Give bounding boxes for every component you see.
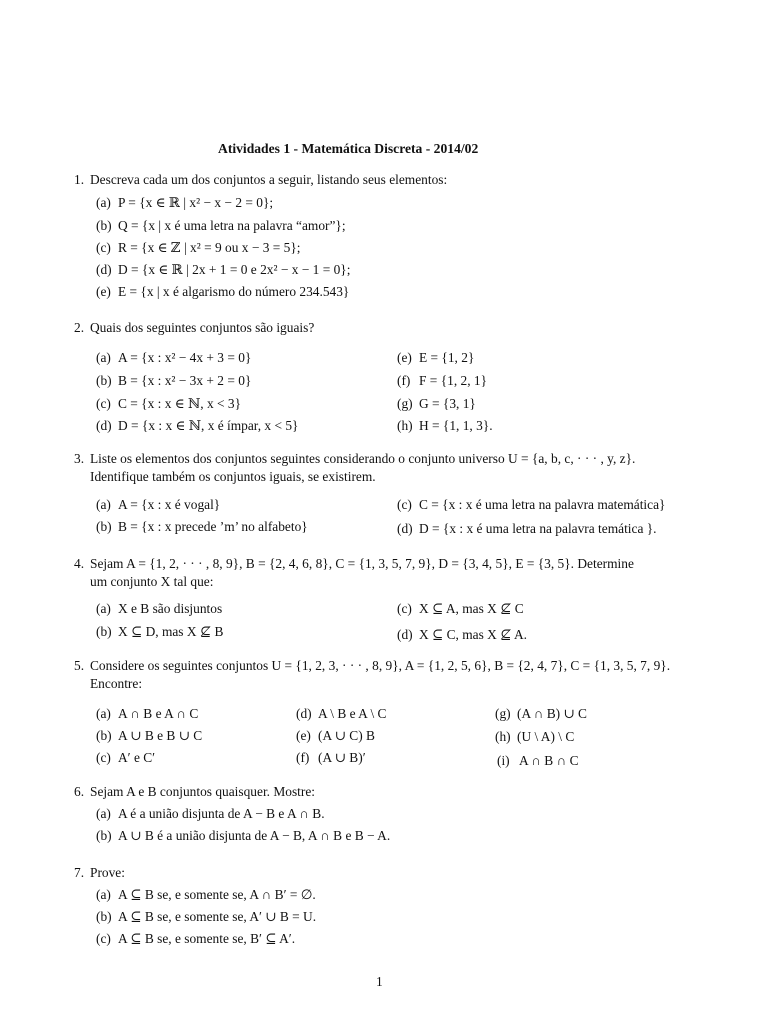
item-text: Q = {x | x é uma letra na palavra “amor”}; xyxy=(118,218,346,233)
list-item xyxy=(397,601,524,617)
item-label: (a) xyxy=(96,350,111,365)
item-text: R = {x ∈ ℤ | x² = 9 ou x − 3 = 5}; xyxy=(118,240,301,255)
question-number: 2. xyxy=(74,320,85,335)
item-text: P = {x ∈ ℝ | x² − x − 2 = 0}; xyxy=(118,195,274,210)
question-number: 3. xyxy=(74,451,85,466)
item-text: D = {x : x ∈ ℕ, x é ímpar, x < 5} xyxy=(118,418,299,433)
item-text: A ∩ B ∩ C xyxy=(519,753,579,768)
item-label: (h) xyxy=(397,418,413,433)
question-text: Descreva cada um dos conjuntos a seguir, listando seus elementos: xyxy=(90,172,448,187)
list-item xyxy=(397,418,493,434)
item-label: (a) xyxy=(96,706,111,721)
list-item xyxy=(397,521,657,537)
list-item xyxy=(96,396,241,412)
list-item xyxy=(96,624,223,640)
list-item xyxy=(96,284,349,300)
question-text: Sejam A e B conjuntos quaisquer. Mostre: xyxy=(90,784,316,799)
item-label: (d) xyxy=(397,627,413,642)
list-item xyxy=(96,887,316,903)
item-text: X ⊆ A, mas X ⊈ C xyxy=(419,601,524,616)
item-text: C = {x : x ∈ ℕ, x < 3} xyxy=(118,396,242,411)
list-item xyxy=(397,497,665,513)
item-text: C = {x : x é uma letra na palavra matemática} xyxy=(419,497,666,512)
item-text: X ⊆ C, mas X ⊈ A. xyxy=(419,627,527,642)
item-text: (A ∪ C) B xyxy=(318,728,375,743)
list-item xyxy=(96,497,220,513)
item-label: (c) xyxy=(397,497,412,512)
question-text: Prove: xyxy=(90,865,125,880)
item-text: B = {x : x precede ’m’ no alfabeto} xyxy=(118,519,308,534)
list-item xyxy=(397,396,476,412)
list-item xyxy=(397,627,527,643)
item-label: (e) xyxy=(397,350,412,365)
item-label: (e) xyxy=(296,728,311,743)
item-text: X e B são disjuntos xyxy=(118,601,223,616)
item-label: (a) xyxy=(96,601,111,616)
item-text: A ∪ B e B ∪ C xyxy=(118,728,203,743)
item-label: (d) xyxy=(96,262,112,277)
item-text: F = {1, 2, 1} xyxy=(419,373,488,388)
list-item xyxy=(96,418,299,434)
item-label: (b) xyxy=(96,519,112,534)
item-text: H = {1, 1, 3}. xyxy=(419,418,493,433)
item-label: (g) xyxy=(397,396,413,411)
list-item xyxy=(497,753,579,769)
item-label: (e) xyxy=(96,284,111,299)
list-item xyxy=(397,350,474,366)
item-text: A \ B e A \ C xyxy=(318,706,387,721)
item-text: D = {x : x é uma letra na palavra temática }. xyxy=(419,521,657,536)
item-text: B = {x : x² − 3x + 2 = 0} xyxy=(118,373,252,388)
item-text: D = {x ∈ ℝ | 2x + 1 = 0 e 2x² − x − 1 = 0}; xyxy=(118,262,351,277)
item-label: (b) xyxy=(96,728,112,743)
question-number: 5. xyxy=(74,658,85,673)
list-item xyxy=(495,729,574,745)
item-text: A é a união disjunta de A − B e A ∩ B. xyxy=(118,806,325,821)
item-label: (c) xyxy=(96,240,111,255)
list-item xyxy=(96,750,155,766)
item-label: (d) xyxy=(96,418,112,433)
list-item xyxy=(96,350,251,366)
item-text: A ⊆ B se, e somente se, A′ ∪ B = U. xyxy=(118,909,317,924)
item-label: (d) xyxy=(397,521,413,536)
item-label: (a) xyxy=(96,195,111,210)
item-label: (a) xyxy=(96,497,111,512)
item-label: (b) xyxy=(96,218,112,233)
question-text: Quais dos seguintes conjuntos são iguais? xyxy=(90,320,315,335)
item-label: (c) xyxy=(96,750,111,765)
question-number: 4. xyxy=(74,556,85,571)
question-text-continued: Identifique também os conjuntos iguais, se existirem. xyxy=(90,469,376,484)
list-item xyxy=(296,728,375,744)
question-number: 1. xyxy=(74,172,85,187)
list-item xyxy=(96,909,316,925)
list-item xyxy=(96,195,273,211)
question-text-continued: Encontre: xyxy=(90,676,143,691)
item-text: A ∪ B é a união disjunta de A − B, A ∩ B e B − A. xyxy=(118,828,391,843)
item-text: A′ e C′ xyxy=(118,750,156,765)
item-text: A ⊆ B se, e somente se, A ∩ B′ = ∅. xyxy=(118,887,316,902)
item-label: (c) xyxy=(397,601,412,616)
item-text: E = {x | x é algarismo do número 234.543} xyxy=(118,284,350,299)
question-text: Considere os seguintes conjuntos U = {1, 2, 3, · · · , 8, 9}, A = {1, 2, 5, 6}, B = {2, 4, 7}, C = {1, 3, 5, 7, 9}. xyxy=(90,658,671,673)
item-label: (b) xyxy=(96,373,112,388)
item-label: (b) xyxy=(96,624,112,639)
list-item xyxy=(96,931,295,947)
list-item xyxy=(96,218,346,234)
list-item xyxy=(397,373,487,389)
list-item xyxy=(495,706,587,722)
item-label: (d) xyxy=(296,706,312,721)
list-item xyxy=(96,806,325,822)
item-label: (a) xyxy=(96,887,111,902)
list-item xyxy=(96,373,251,389)
item-text: (U \ A) \ C xyxy=(517,729,575,744)
item-text: A ∩ B e A ∩ C xyxy=(118,706,199,721)
item-label: (f) xyxy=(397,373,411,388)
list-item xyxy=(296,706,386,722)
item-text: X ⊆ D, mas X ⊈ B xyxy=(118,624,224,639)
item-label: (c) xyxy=(96,396,111,411)
item-label: (h) xyxy=(495,729,511,744)
list-item xyxy=(96,828,390,844)
list-item xyxy=(96,728,202,744)
list-item xyxy=(96,240,301,256)
question-number: 7. xyxy=(74,865,85,880)
question-text: Sejam A = {1, 2, · · · , 8, 9}, B = {2, 4, 6, 8}, C = {1, 3, 5, 7, 9}, D = {3, 4, 5}, E = {3, 5}. Determine xyxy=(90,556,634,571)
item-text: G = {3, 1} xyxy=(419,396,476,411)
item-text: (A ∩ B) ∪ C xyxy=(517,706,587,721)
item-label: (i) xyxy=(497,753,510,768)
item-text: E = {1, 2} xyxy=(419,350,475,365)
list-item xyxy=(96,262,350,278)
page-number: 1 xyxy=(376,974,383,989)
page-title: Atividades 1 - Matemática Discreta - 2014/02 xyxy=(218,141,479,156)
item-text: A ⊆ B se, e somente se, B′ ⊆ A′. xyxy=(118,931,296,946)
list-item xyxy=(296,750,366,766)
item-label: (c) xyxy=(96,931,111,946)
item-label: (a) xyxy=(96,806,111,821)
item-label: (b) xyxy=(96,828,112,843)
question-text: Liste os elementos dos conjuntos seguintes considerando o conjunto universo U = {a, b, c, · · · , y, z}. xyxy=(90,451,636,466)
list-item xyxy=(96,601,222,617)
item-text: (A ∪ B)′ xyxy=(318,750,366,765)
item-text: A = {x : x é vogal} xyxy=(118,497,221,512)
item-text: A = {x : x² − 4x + 3 = 0} xyxy=(118,350,252,365)
list-item xyxy=(96,706,198,722)
item-label: (g) xyxy=(495,706,511,721)
item-label: (f) xyxy=(296,750,310,765)
item-label: (b) xyxy=(96,909,112,924)
list-item xyxy=(96,519,308,535)
question-text-continued: um conjunto X tal que: xyxy=(90,574,214,589)
question-number: 6. xyxy=(74,784,85,799)
